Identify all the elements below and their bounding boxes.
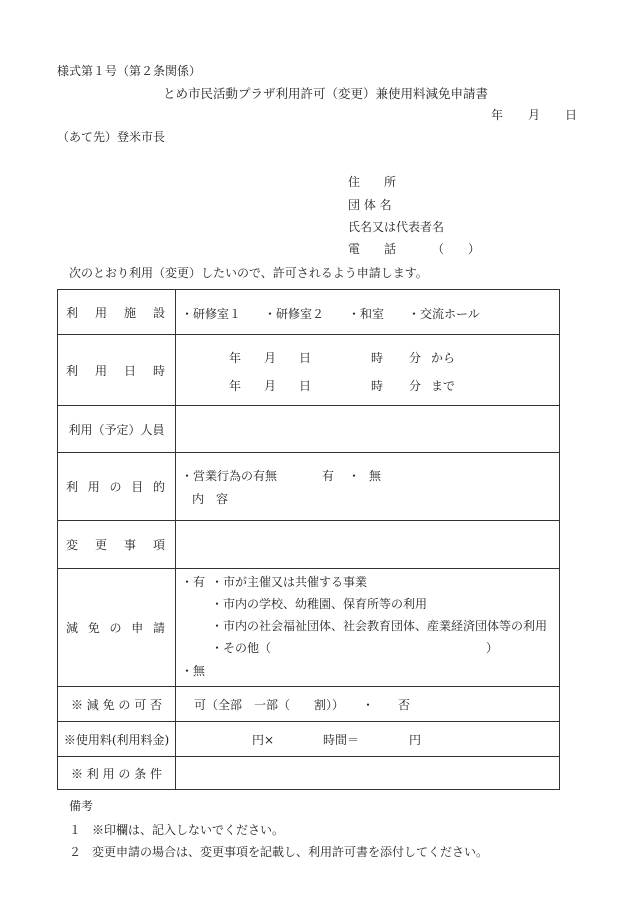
datetime-label: 利 用 日 時 (66, 363, 165, 378)
to-hour: 時 (371, 379, 384, 393)
facility-option-3[interactable]: ・和室 (348, 307, 385, 321)
facility-option-1[interactable]: ・研修室１ (181, 307, 242, 321)
exemption-item-2[interactable]: ・市内の学校、幼稚園、保育所等の利用 (211, 597, 428, 611)
date-month: 月 (528, 108, 541, 122)
business-yes[interactable]: 有 (322, 469, 335, 483)
people-label: 利用（予定）人員 (68, 422, 165, 437)
date-day: 日 (565, 108, 578, 122)
org-label: 団 体 名 (348, 198, 392, 212)
business-dot: ・ (348, 469, 361, 483)
decision-row (58, 687, 560, 722)
name-label: 氏名又は代表者名 (348, 220, 445, 234)
to-year: 年 (229, 379, 242, 393)
phone-label: 電 話 (348, 242, 397, 256)
from-day: 日 (299, 351, 312, 365)
facility-option-4[interactable]: ・交流ホール (408, 307, 480, 321)
to-suffix: まで (431, 379, 456, 393)
exemption-other-close: ） (486, 641, 499, 655)
note-2-text: 変更申請の場合は、変更事項を記載し、利用許可書を添付してください。 (92, 845, 489, 859)
conditions-label: ※ 利 用 の 条 件 (70, 766, 163, 781)
people-input[interactable] (176, 406, 560, 453)
to-minute: 分 (409, 379, 422, 393)
facility-label: 利 用 施 設 (66, 305, 165, 320)
exemption-item-1[interactable]: ・市が主催又は共催する事業 (211, 575, 368, 589)
note-2-num: ２ (69, 845, 82, 859)
decision-label: ※ 減 免 の 可 否 (70, 697, 163, 712)
facility-option-2[interactable]: ・研修室２ (264, 307, 325, 321)
note-1-text: ※印欄は、記入しないでください。 (92, 823, 285, 837)
business-label: ・営業行為の有無 (181, 469, 278, 483)
purpose-row (58, 453, 560, 521)
datetime-row (58, 335, 560, 406)
exemption-yes[interactable]: ・有 (181, 575, 206, 589)
notes-heading: 備考 (69, 799, 94, 813)
application-table (57, 289, 560, 790)
form-number: 様式第１号（第２条関係） (57, 64, 202, 78)
fee-yen-x: 円× (252, 733, 275, 747)
exemption-row (58, 569, 560, 687)
change-input[interactable] (176, 521, 560, 569)
conditions-row (58, 757, 560, 790)
fee-yen: 円 (409, 733, 422, 747)
conditions-input (176, 757, 560, 790)
from-hour: 時 (371, 351, 384, 365)
from-month: 月 (264, 351, 277, 365)
business-no[interactable]: 無 (369, 469, 382, 483)
content-label: 内 容 (192, 492, 229, 506)
exemption-label: 減 免 の 申 請 (66, 621, 165, 635)
decision-text: 可（全部 一部（ 割）） ・ 否 (194, 698, 411, 712)
date-year: 年 (491, 108, 504, 122)
note-1-num: １ (69, 823, 82, 837)
fee-row (58, 722, 560, 757)
intro-text: 次のとおり利用（変更）したいので、許可されるよう申請します。 (69, 266, 428, 280)
purpose-label: 利 用 の 目 的 (66, 480, 165, 494)
facility-row (58, 290, 560, 335)
exemption-no[interactable]: ・無 (181, 664, 206, 678)
from-suffix: から (431, 351, 456, 365)
exemption-item-3[interactable]: ・市内の社会福祉団体、社会教育団体、産業経済団体等の利用 (211, 619, 548, 633)
form-title: とめ市民活動プラザ利用許可（変更）兼使用料減免申請書 (163, 86, 489, 101)
exemption-item-4[interactable]: ・その他（ (211, 641, 272, 655)
from-minute: 分 (409, 351, 422, 365)
change-label: 変 更 事 項 (66, 538, 165, 552)
to-day: 日 (299, 379, 312, 393)
from-year: 年 (229, 351, 242, 365)
phone-paren: （ ） (432, 242, 481, 256)
to-month: 月 (264, 379, 277, 393)
people-row (58, 406, 560, 453)
change-row (58, 521, 560, 569)
address-label: 住 所 (348, 175, 397, 189)
fee-label: ※使用料(利用料金) (63, 732, 170, 747)
addressee: （あて先）登米市長 (57, 130, 166, 144)
fee-hours: 時間＝ (323, 733, 360, 747)
